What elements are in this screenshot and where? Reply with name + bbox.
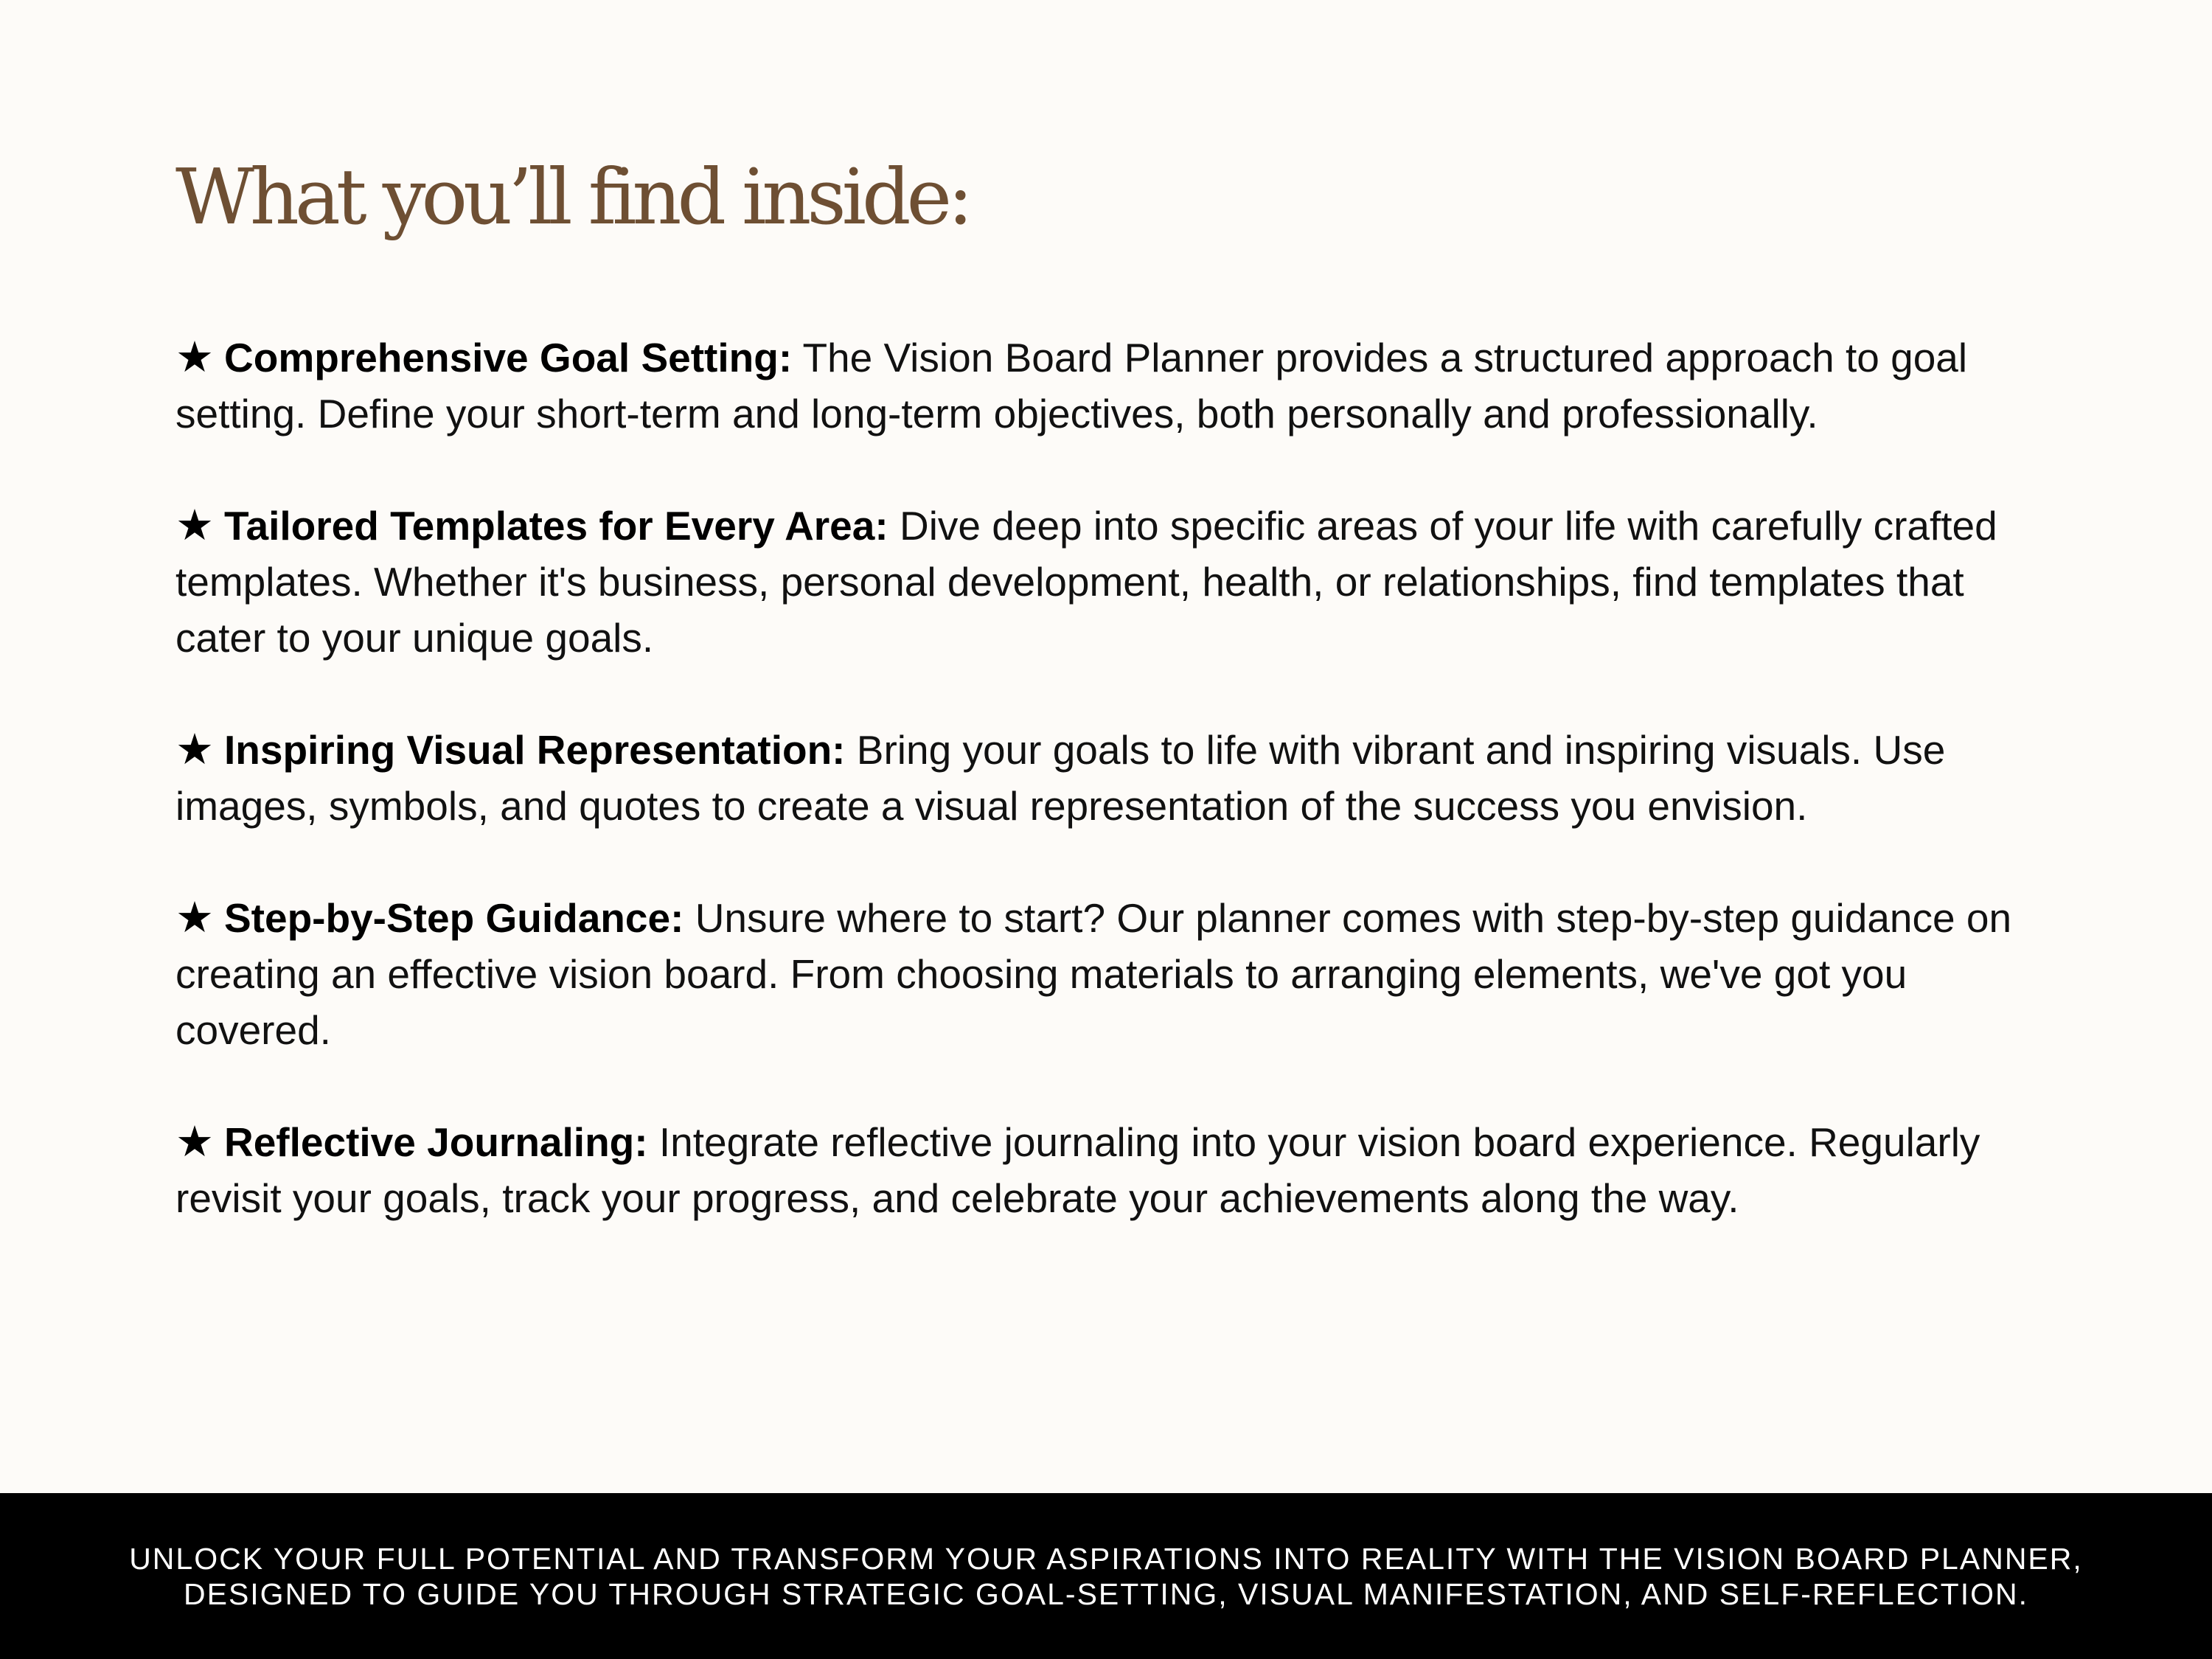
star-icon: ★ [175, 500, 214, 550]
feature-item [175, 889, 2034, 1058]
feature-item [175, 1113, 2034, 1226]
star-icon: ★ [175, 1116, 214, 1166]
feature-body: The Vision Board Planner provides a structured approach to goal setting. Define your short-term and long-term objectives, both personally and professionally. [175, 335, 1968, 437]
footer-banner [0, 1493, 2212, 1659]
star-icon: ★ [175, 892, 214, 942]
star-icon: ★ [175, 724, 214, 774]
footer-line-2: DESIGNED TO GUIDE YOU THROUGH STRATEGIC GOAL-SETTING, VISUAL MANIFESTATION, AND SELF-REFLECTION. [183, 1576, 2028, 1611]
page-title: What you’ll find inside: [175, 152, 970, 242]
feature-heading: Step-by-Step Guidance: [224, 895, 684, 941]
feature-body: Unsure where to start? Our planner comes with step-by-step guidance on creating an effective vision board. From choosing materials to arranging elements, we've got you covered. [175, 895, 2012, 1053]
feature-body: Integrate reflective journaling into your vision board experience. Regularly revisit your goals, track your progress, and celebrate your achievements along the way. [175, 1119, 1980, 1221]
feature-heading: Tailored Templates for Every Area: [224, 503, 888, 549]
feature-heading: Inspiring Visual Representation: [224, 727, 846, 773]
feature-body: Bring your goals to life with vibrant and inspiring visuals. Use images, symbols, and quotes to create a visual representation of the success you envision. [175, 727, 1946, 829]
feature-heading: Reflective Journaling: [224, 1119, 648, 1165]
feature-body: Dive deep into specific areas of your life with carefully crafted templates. Whether it's business, personal development, health, or relationships, find templates that cater to your unique goals. [175, 503, 1997, 661]
feature-item [175, 721, 2034, 834]
footer-line-1: UNLOCK YOUR FULL POTENTIAL AND TRANSFORM YOUR ASPIRATIONS INTO REALITY WITH THE VISION BOARD PLANNER, [129, 1541, 2083, 1576]
feature-heading: Comprehensive Goal Setting: [224, 335, 793, 380]
feature-list [175, 329, 2034, 1281]
feature-item [175, 329, 2034, 442]
feature-item [175, 497, 2034, 666]
star-icon: ★ [175, 332, 214, 382]
footer-text [129, 1541, 2083, 1612]
